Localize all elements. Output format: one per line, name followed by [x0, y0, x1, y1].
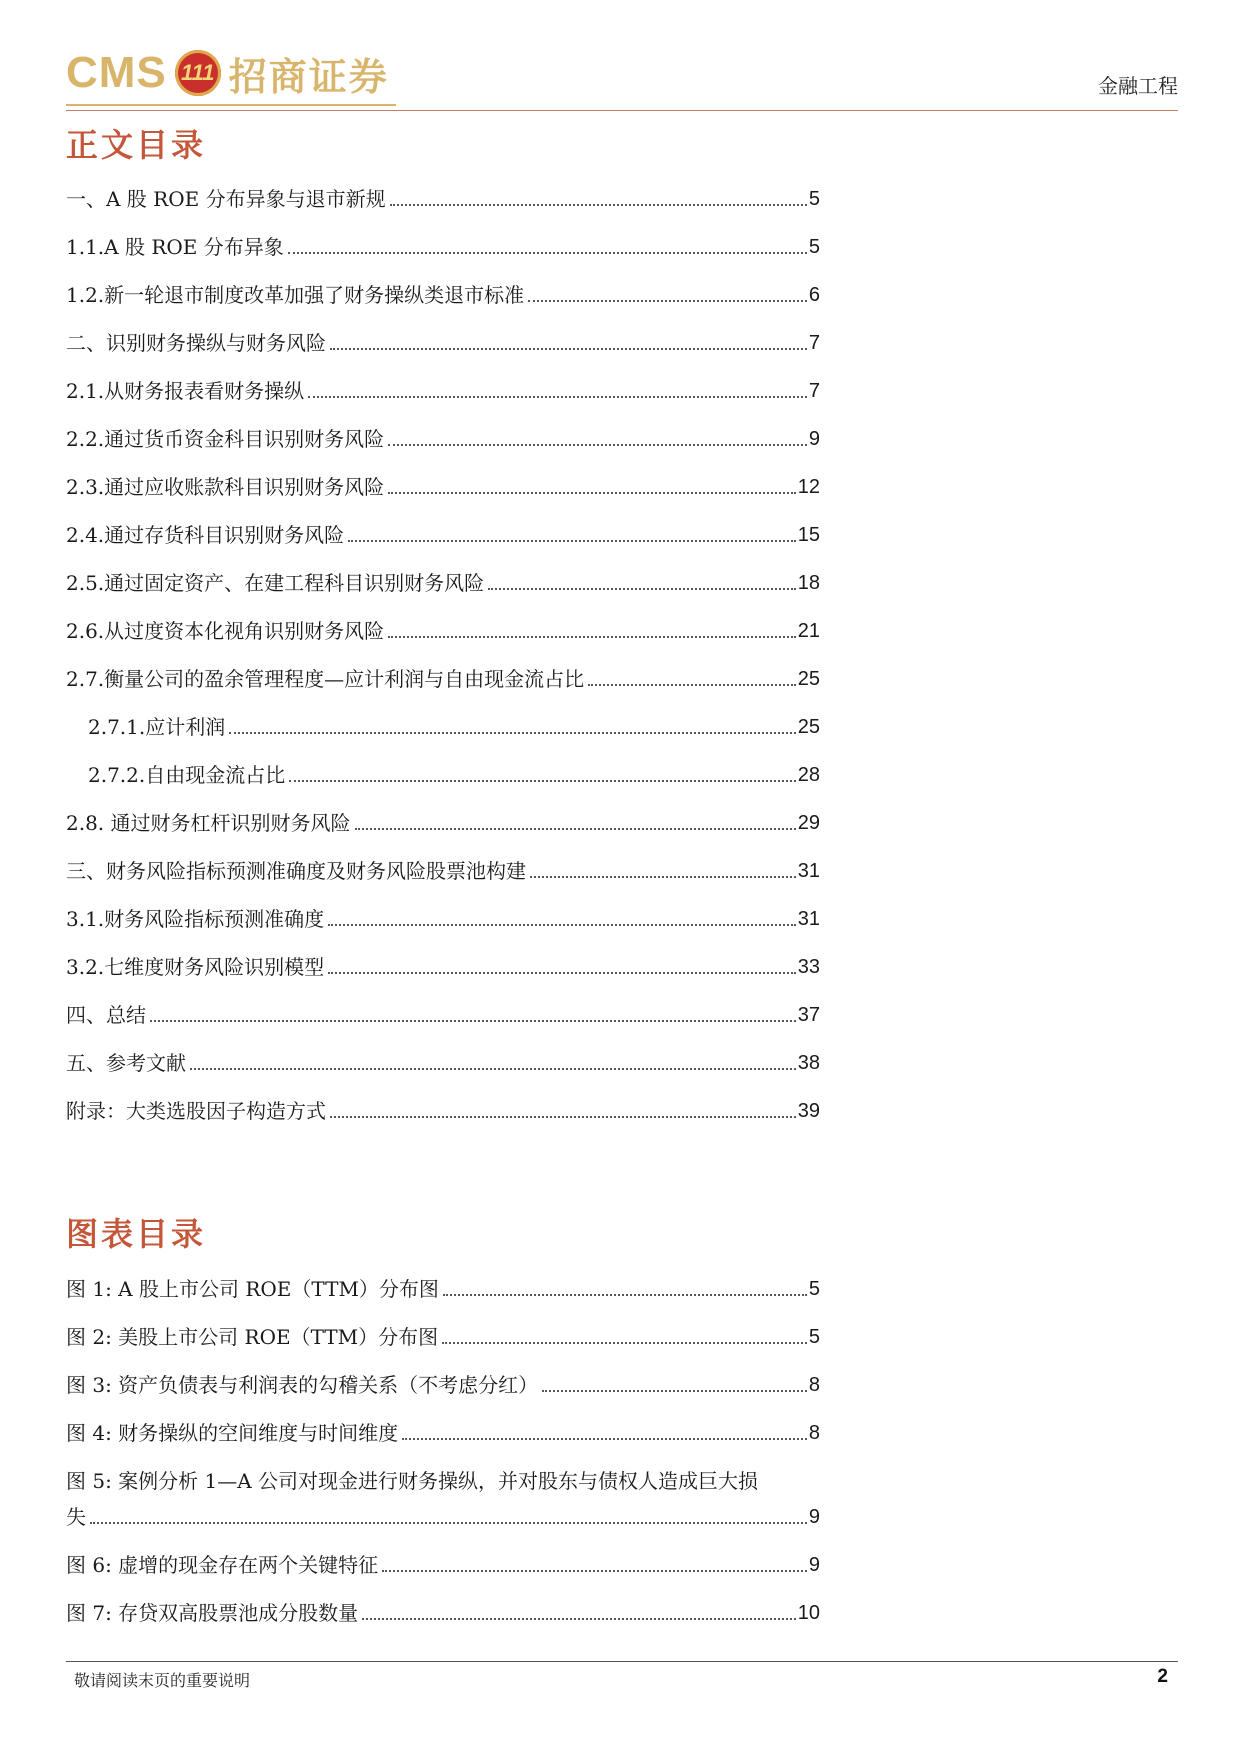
logo-chinese-name: 招商证券 [228, 54, 389, 99]
toc-entry-page: 37 [797, 1004, 820, 1026]
toc-entry[interactable] [66, 463, 820, 511]
page-header [66, 44, 1178, 110]
page-number: 2 [1157, 1666, 1168, 1687]
figure-entry-continuation [66, 1493, 820, 1541]
toc-list [66, 175, 820, 1135]
toc-entry-text: 1.2.新一轮退市制度改革加强了财务操纵类退市标准 [66, 283, 525, 307]
toc-entry-page: 15 [797, 524, 820, 546]
logo-emblem-icon: 111 [175, 50, 221, 96]
toc-entry[interactable] [66, 319, 820, 367]
toc-entry-text: 2.6.从过度资本化视角识别财务风险 [66, 619, 385, 643]
toc-entry[interactable] [66, 991, 820, 1039]
dot-leader [90, 1521, 807, 1524]
dot-leader [229, 731, 796, 734]
figure-entry[interactable] [66, 1589, 820, 1637]
figure-entry-text: 图 3: 资产负债表与利润表的勾稽关系（不考虑分红） [66, 1373, 539, 1397]
toc-entry-text: 2.8. 通过财务杠杆识别财务风险 [66, 811, 351, 835]
dot-leader [289, 779, 796, 782]
dot-leader [588, 683, 796, 686]
toc-entry[interactable] [66, 559, 820, 607]
toc-entry[interactable] [66, 175, 820, 223]
toc-entry-text: 五、参考文献 [66, 1051, 186, 1075]
figure-entry-page: 8 [808, 1374, 820, 1396]
dot-leader [330, 347, 807, 350]
figure-entry[interactable] [66, 1361, 820, 1409]
toc-entry-text: 一、A 股 ROE 分布异象与退市新规 [66, 187, 386, 211]
dot-leader [488, 587, 796, 590]
figure-entry-page: 9 [808, 1506, 820, 1528]
dot-leader [528, 299, 807, 302]
dot-leader [390, 203, 807, 206]
toc-entry-text: 四、总结 [66, 1003, 146, 1027]
toc-entry[interactable] [66, 367, 820, 415]
toc-subentry[interactable] [66, 703, 820, 751]
toc-entry[interactable] [66, 655, 820, 703]
logo-underline [66, 104, 396, 106]
toc-entry-text: 三、财务风险指标预测准确度及财务风险股票池构建 [66, 859, 526, 883]
toc-entry[interactable] [66, 1087, 820, 1135]
figure-entry[interactable] [66, 1541, 820, 1589]
toc-entry-text: 2.7.1.应计利润 [88, 715, 226, 739]
figure-entry-text: 图 4: 财务操纵的空间维度与时间维度 [66, 1421, 399, 1445]
toc-entry[interactable] [66, 271, 820, 319]
dot-leader [442, 1341, 807, 1344]
dot-leader [382, 1569, 807, 1572]
toc-entry-text: 2.5.通过固定资产、在建工程科目识别财务风险 [66, 571, 485, 595]
toc-entry-page: 39 [797, 1100, 820, 1122]
toc-entry-text: 二、识别财务操纵与财务风险 [66, 331, 326, 355]
figure-list-title: 图表目录 [66, 1215, 207, 1253]
toc-entry-text: 2.4.通过存货科目识别财务风险 [66, 523, 345, 547]
toc-entry-text: 3.1.财务风险指标预测准确度 [66, 907, 325, 931]
figure-entry[interactable] [66, 1457, 820, 1541]
toc-entry-text: 3.2.七维度财务风险识别模型 [66, 955, 325, 979]
figure-entry-page: 8 [808, 1422, 820, 1444]
figure-entry-text: 图 1: A 股上市公司 ROE（TTM）分布图 [66, 1277, 439, 1301]
department-label: 金融工程 [1098, 74, 1178, 98]
toc-entry-page: 7 [808, 380, 820, 402]
dot-leader [288, 251, 807, 254]
dot-leader [388, 491, 796, 494]
dot-leader [348, 539, 796, 542]
toc-entry-page: 28 [797, 764, 820, 786]
toc-subentry[interactable] [66, 751, 820, 799]
dot-leader [328, 971, 796, 974]
toc-entry-page: 9 [808, 428, 820, 450]
figure-entry[interactable] [66, 1265, 820, 1313]
toc-entry-page: 25 [797, 668, 820, 690]
figure-entry-text-cont: 失 [66, 1505, 86, 1529]
toc-entry-page: 18 [797, 572, 820, 594]
toc-entry-text: 2.1.从财务报表看财务操纵 [66, 379, 305, 403]
toc-entry[interactable] [66, 895, 820, 943]
toc-title: 正文目录 [66, 126, 207, 164]
figure-entry-page: 5 [808, 1278, 820, 1300]
figure-entry-page: 5 [808, 1326, 820, 1348]
figure-entry-text: 图 7: 存贷双高股票池成分股数量 [66, 1601, 359, 1625]
dot-leader [355, 827, 796, 830]
figure-entry-text: 图 2: 美股上市公司 ROE（TTM）分布图 [66, 1325, 439, 1349]
dot-leader [362, 1617, 796, 1620]
figure-entry-text: 图 6: 虚增的现金存在两个关键特征 [66, 1553, 379, 1577]
toc-entry[interactable] [66, 607, 820, 655]
toc-entry-text: 2.2.通过货币资金科目识别财务风险 [66, 427, 385, 451]
toc-entry[interactable] [66, 943, 820, 991]
toc-entry[interactable] [66, 1039, 820, 1087]
toc-entry-page: 21 [797, 620, 820, 642]
figure-entry[interactable] [66, 1409, 820, 1457]
toc-entry-text: 2.3.通过应收账款科目识别财务风险 [66, 475, 385, 499]
toc-entry-text: 2.7.2.自由现金流占比 [88, 763, 286, 787]
dot-leader [388, 443, 807, 446]
toc-entry-text: 1.1.A 股 ROE 分布异象 [66, 235, 284, 259]
toc-entry-page: 31 [797, 908, 820, 930]
figure-entry-page: 9 [808, 1554, 820, 1576]
toc-entry[interactable] [66, 415, 820, 463]
logo-cms-text: CMS [66, 48, 167, 97]
dot-leader [308, 395, 807, 398]
figure-entry-page: 10 [797, 1602, 820, 1624]
toc-entry-page: 12 [797, 476, 820, 498]
toc-entry-page: 5 [808, 236, 820, 258]
toc-entry-page: 5 [808, 188, 820, 210]
dot-leader [443, 1293, 807, 1296]
toc-entry-page: 38 [797, 1052, 820, 1074]
toc-entry-page: 7 [808, 332, 820, 354]
figure-entry[interactable] [66, 1313, 820, 1361]
toc-entry-page: 6 [808, 284, 820, 306]
toc-entry-page: 33 [797, 956, 820, 978]
toc-entry[interactable] [66, 223, 820, 271]
dot-leader [388, 635, 796, 638]
dot-leader [542, 1389, 807, 1392]
footer-disclaimer: 敬请阅读末页的重要说明 [74, 1671, 251, 1690]
toc-entry[interactable] [66, 847, 820, 895]
dot-leader [150, 1019, 796, 1022]
toc-entry-text: 附录：大类选股因子构造方式 [66, 1099, 326, 1123]
toc-entry-page: 25 [797, 716, 820, 738]
toc-entry[interactable] [66, 511, 820, 559]
footer-divider [66, 1661, 1178, 1662]
dot-leader [328, 923, 796, 926]
dot-leader [190, 1067, 796, 1070]
toc-entry[interactable] [66, 799, 820, 847]
figure-list [66, 1265, 820, 1637]
company-logo [66, 44, 389, 102]
header-divider [66, 110, 1178, 111]
toc-entry-text: 2.7.衡量公司的盈余管理程度—应计利润与自由现金流占比 [66, 667, 585, 691]
dot-leader [530, 875, 796, 878]
figure-entry-text: 图 5: 案例分析 1—A 公司对现金进行财务操纵，并对股东与债权人造成巨大损 [66, 1469, 759, 1493]
dot-leader [402, 1437, 807, 1440]
toc-entry-page: 31 [797, 860, 820, 882]
dot-leader [330, 1115, 796, 1118]
toc-entry-page: 29 [797, 812, 820, 834]
